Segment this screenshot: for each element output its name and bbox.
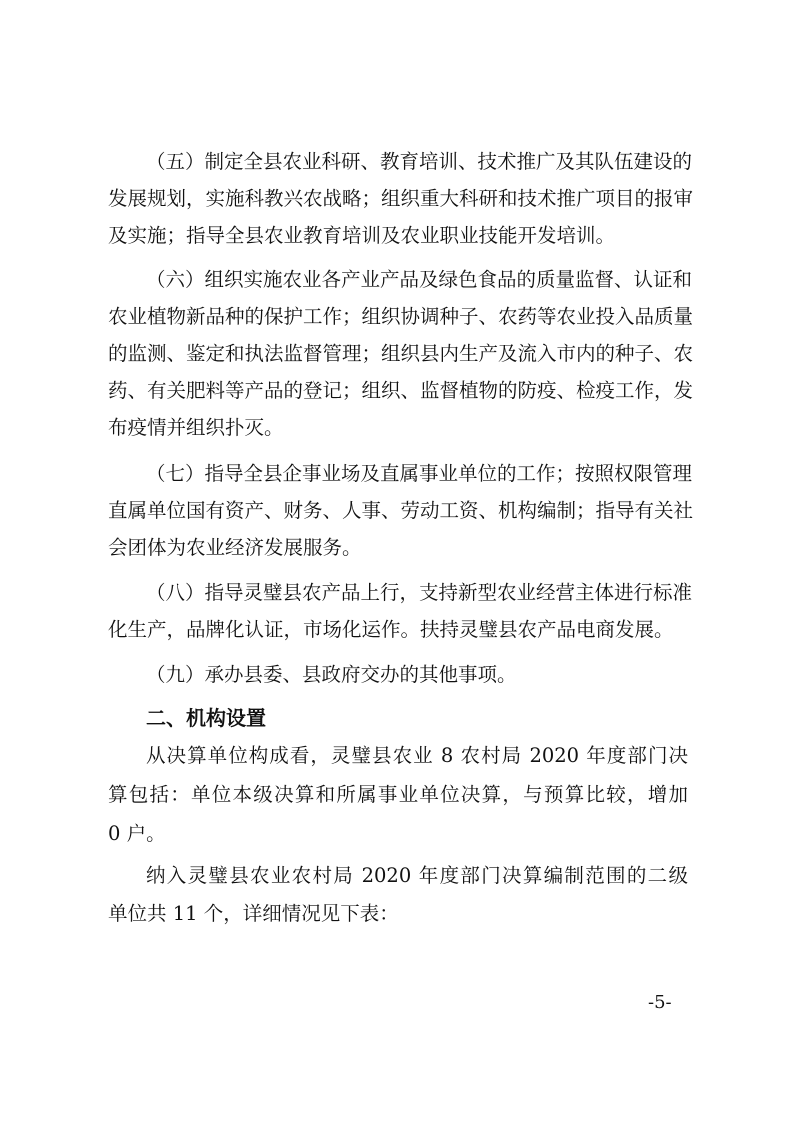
paragraph-7-line-1: （七）指导全县企事业场及直属事业单位的工作；按照权限管理 — [146, 462, 693, 485]
section-heading: 二、机构设置 — [146, 706, 266, 730]
paragraph-7-line-2: 直属单位国有资产、财务、人事、劳动工资、机构编制；指导有关社 — [108, 499, 694, 522]
paragraph-5-line-2: 发展规划，实施科教兴农战略；组织重大科研和技术推广项目的报审 — [108, 187, 694, 210]
section-paragraph-2-line-2: 单位共 11 个，详细情况见下表： — [108, 902, 399, 925]
section-paragraph-1-line-1: 从决算单位构成看，灵璧县农业 8 农村局 2020 年度部门决 — [146, 744, 688, 767]
paragraph-6-line-1: （六）组织实施农业各产业产品及绿色食品的质量监督、认证和 — [146, 268, 693, 291]
paragraph-6-line-3: 的监测、鉴定和执法监督管理；组织县内生产及流入市内的种子、农 — [108, 342, 694, 365]
paragraph-6-line-4: 药、有关肥料等产品的登记；组织、监督植物的防疫、检疫工作，发 — [108, 379, 694, 402]
section-paragraph-2-line-1: 纳入灵璧县农业农村局 2020 年度部门决算编制范围的二级 — [146, 864, 688, 887]
paragraph-7-line-3: 会团体为农业经济发展服务。 — [108, 536, 362, 559]
paragraph-6-line-2: 农业植物新品种的保护工作；组织协调种子、农药等农业投入品质量 — [108, 305, 694, 328]
paragraph-5-line-3: 及实施；指导全县农业教育培训及农业职业技能开发培训。 — [108, 224, 616, 247]
section-paragraph-1-line-2: 算包括：单位本级决算和所属事业单位决算，与预算比较，增加 — [108, 783, 688, 806]
paragraph-6-line-5: 布疫情并组织扑灭。 — [108, 416, 284, 439]
paragraph-8-line-2: 化生产，品牌化认证，市场化运作。扶持灵璧县农产品电商发展。 — [108, 618, 674, 641]
section-paragraph-1-line-3: 0 户。 — [108, 822, 166, 845]
paragraph-5-line-1: （五）制定全县农业科研、教育培训、技术推广及其队伍建设的 — [146, 150, 693, 173]
paragraph-8-line-1: （八）指导灵璧县农产品上行，支持新型农业经营主体进行标准 — [146, 581, 693, 604]
page-number: -5- — [648, 992, 672, 1013]
paragraph-9-line-1: （九）承办县委、县政府交办的其他事项。 — [146, 663, 517, 686]
